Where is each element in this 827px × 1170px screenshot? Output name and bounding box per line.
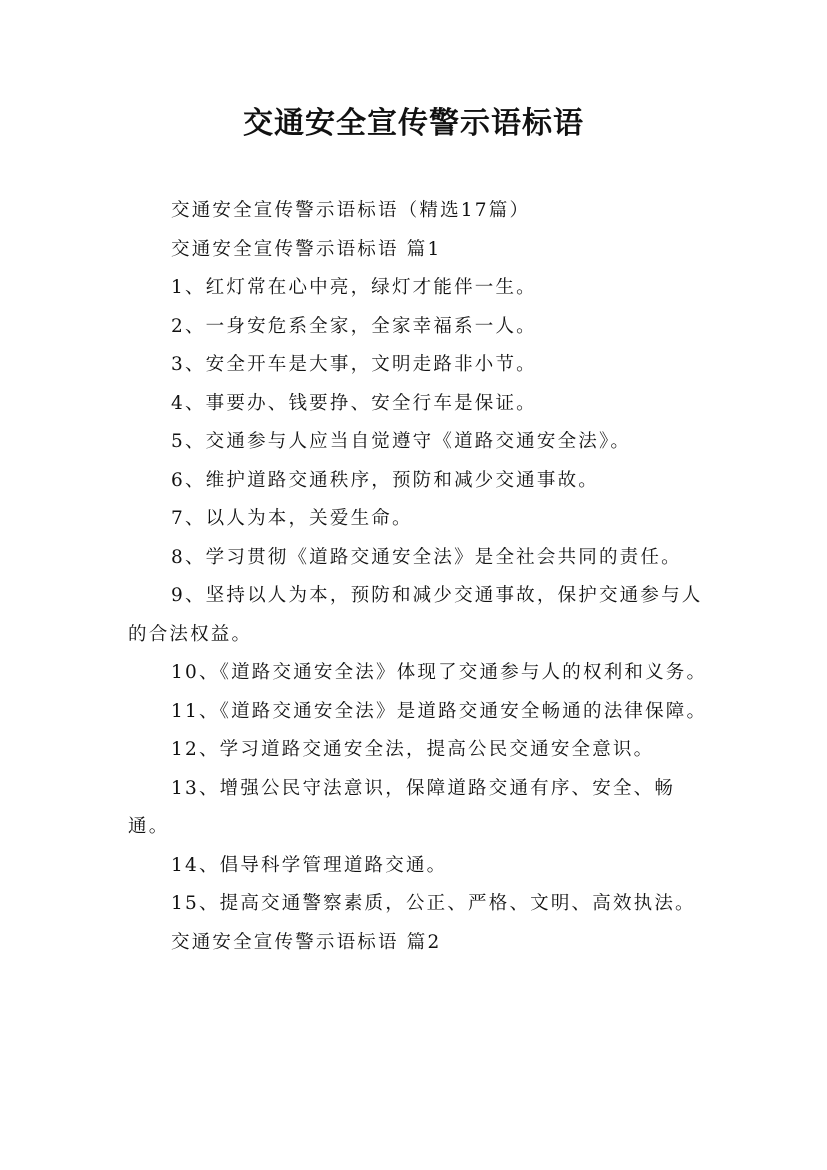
slogan-item: 5、交通参与人应当自觉遵守《道路交通安全法》。 <box>171 431 632 452</box>
document-body <box>128 192 708 962</box>
slogan-item: 11、《道路交通安全法》是道路交通安全畅通的法律保障。 <box>171 700 708 722</box>
slogan-item: 6、维护道路交通秩序，预防和减少交通事故。 <box>171 469 599 491</box>
slogan-item: 2、一身安危系全家，全家幸福系一人。 <box>171 315 537 337</box>
document-title: 交通安全宣传警示语标语 <box>243 106 584 141</box>
slogan-item: 9、坚持以人为本，预防和减少交通事故，保护交通参与人的合法权益。 <box>128 585 703 645</box>
slogan-item: 4、事要办、钱要挣、安全行车是保证。 <box>171 392 537 414</box>
slogan-item: 1、红灯常在心中亮，绿灯才能伴一生。 <box>171 277 537 298</box>
slogan-item: 12、学习道路交通安全法，提高公民交通安全意识。 <box>171 739 655 760</box>
slogan-item: 13、增强公民守法意识，保障道路交通有序、安全、畅通。 <box>128 777 676 837</box>
slogan-item: 8、学习贯彻《道路交通安全法》是全社会共同的责任。 <box>171 546 682 568</box>
slogan-item: 3、安全开车是大事，文明走路非小节。 <box>171 354 537 375</box>
section-heading-2: 交通安全宣传警示语标语 篇2 <box>171 931 442 953</box>
slogan-item: 14、倡导科学管理道路交通。 <box>171 854 448 876</box>
slogan-item: 7、以人为本，关爱生命。 <box>171 508 413 529</box>
section-heading-1: 交通安全宣传警示语标语 篇1 <box>171 238 442 260</box>
document-subtitle: 交通安全宣传警示语标语（精选17篇） <box>171 200 531 221</box>
slogan-item: 10、《道路交通安全法》体现了交通参与人的权利和义务。 <box>171 662 708 683</box>
slogan-item: 15、提高交通警察素质，公正、严格、文明、高效执法。 <box>171 893 696 914</box>
